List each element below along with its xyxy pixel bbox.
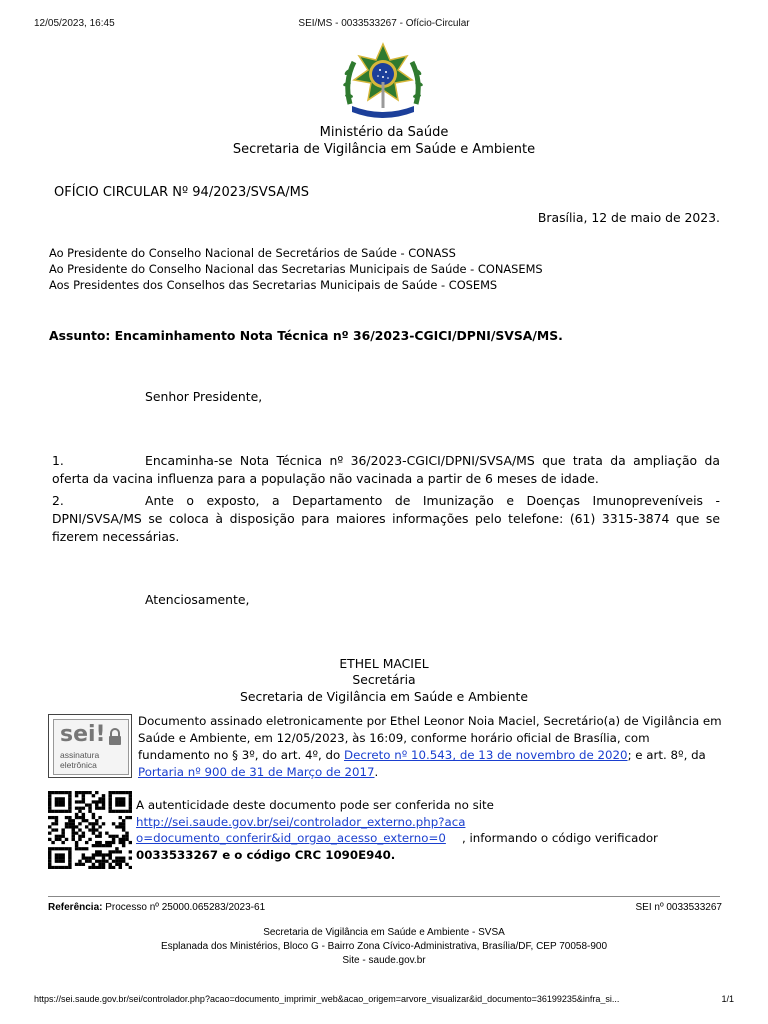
verification-link[interactable]: http://sei.saude.gov.br/sei/controlador_externo.php?acao=documento_conferir&id_orgao_acesso_externo=0 [136, 814, 466, 845]
badge-caption-line: assinatura [60, 750, 100, 760]
letterhead-ministry: Ministério da Saúde [319, 125, 449, 140]
subject-line: Assunto: Encaminhamento Nota Técnica nº 36/2023-CGICI/DPNI/SVSA/MS. [49, 328, 563, 343]
qr-code-image [48, 791, 132, 869]
decree-link[interactable]: Decreto nº 10.543, de 13 de novembro de 2020 [343, 748, 628, 762]
reference-sei-number: SEI nº 0033533267 [635, 902, 722, 913]
recipients-list [49, 245, 729, 293]
reference-process: Processo nº 25000.065283/2023-61 [105, 902, 266, 913]
reference-divider [48, 896, 720, 897]
lock-icon [107, 728, 123, 746]
salutation: Senhor Presidente, [145, 389, 263, 404]
paragraph-rest: DPNI/SVSA/MS se coloca à disposição para maiores informações pelo telefone: (61) 3315-3874 que se fizerem necessárias. [52, 511, 720, 544]
authenticity-after-link: , informando o código verificador [462, 831, 658, 845]
signer-name: ETHEL MACIEL [339, 656, 429, 671]
sei-signature-badge [48, 714, 132, 778]
ordinance-link[interactable]: Portaria nº 900 de 31 de Março de 2017 [138, 765, 375, 779]
badge-frame [53, 719, 129, 775]
print-title: SEI/MS - 0033533267 - Ofício-Circular [298, 18, 470, 29]
recipient-line: Ao Presidente do Conselho Nacional de Secretários de Saúde - CONASS [49, 246, 456, 260]
place-date: Brasília, 12 de maio de 2023. [537, 210, 720, 225]
document-number: OFÍCIO CIRCULAR Nº 94/2023/SVSA/MS [54, 185, 310, 200]
paragraph-number: 1. [52, 453, 64, 468]
badge-caption-line: eletrônica [60, 760, 97, 770]
signature-statement [138, 713, 722, 781]
coat-of-arms-logo [340, 42, 426, 120]
print-datetime: 12/05/2023, 16:45 [34, 18, 115, 29]
reference-label: Referência: [48, 902, 103, 913]
signer-role: Secretária [352, 672, 416, 687]
authenticity-line1: A autenticidade deste documento pode ser conferida no site [136, 798, 494, 812]
signature-text-after: . [374, 765, 379, 779]
signer-unit: Secretaria de Vigilância em Saúde e Ambiente [239, 689, 529, 704]
footer-block [0, 926, 768, 968]
badge-caption [60, 750, 99, 770]
paragraph-rest: oferta da vacina influenza para a população não vacinada a partir de 6 meses de idade. [52, 471, 599, 486]
signature-text-before: Documento assinado eletronicamente por Ethel Leonor Noia Maciel, Secretário(a) de Vigilância em Saúde e Ambiente, em 12/05/2023, às 16:09, conforme horário oficial de Brasília, com fundamento no § 3º, do art. 4º, do [138, 714, 722, 762]
paragraph-first-line: Ante o exposto, a Departamento de Imunização e Doenças Imunopreveníveis - [145, 493, 720, 508]
footer-line2: Esplanada dos Ministérios, Bloco G - Bairro Zona Cívico-Administrativa, Brasília/DF, CEP 70058-900 [160, 941, 608, 952]
paragraph-1 [52, 452, 720, 488]
badge-sei-text: sei! [60, 722, 106, 747]
signature-text-middle: ; e art. 8º, da [627, 748, 706, 762]
authenticity-link-wrap [136, 814, 466, 847]
paragraph-2 [52, 492, 720, 546]
paragraph-first-line: Encaminha-se Nota Técnica nº 36/2023-CGICI/DPNI/SVSA/MS que trata da ampliação da [145, 453, 720, 468]
authenticity-code: 0033533267 e o código CRC 1090E940. [136, 847, 396, 862]
recipient-line: Aos Presidentes dos Conselhos das Secretarias Municipais de Saúde - COSEMS [49, 278, 498, 292]
footer-line3: Site - saude.gov.br [342, 955, 426, 966]
reference-info [48, 902, 265, 913]
paragraph-number: 2. [52, 493, 64, 508]
print-page-number: 1/1 [721, 994, 734, 1004]
print-url: https://sei.saude.gov.br/sei/controlador.php?acao=documento_imprimir_web&acao_origem=arvore_visualizar&id_documento=36199235&infra_si... [34, 994, 620, 1004]
recipient-line: Ao Presidente do Conselho Nacional das Secretarias Municipais de Saúde - CONASEMS [49, 262, 543, 276]
closing: Atenciosamente, [145, 592, 250, 607]
footer-line1: Secretaria de Vigilância em Saúde e Ambiente - SVSA [263, 927, 505, 938]
letterhead-secretariat: Secretaria de Vigilância em Saúde e Ambiente [232, 142, 536, 157]
